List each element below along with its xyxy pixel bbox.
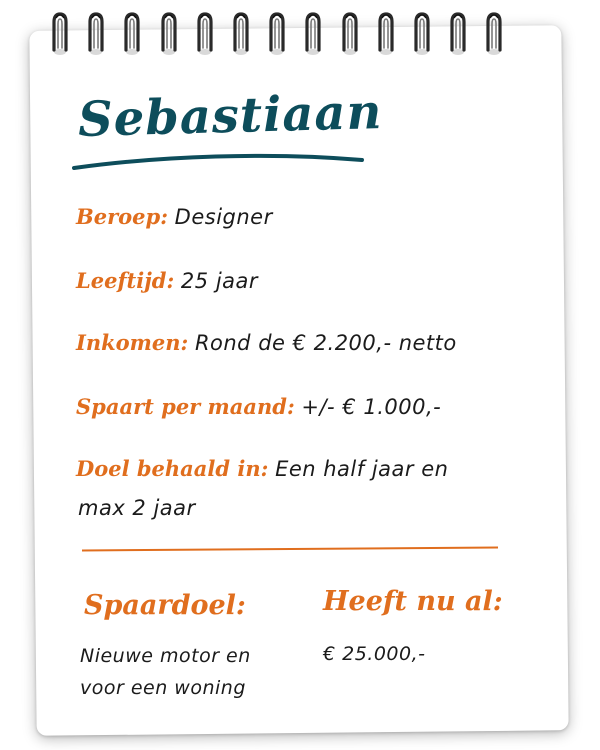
detail-spaart-per-maand (76, 394, 441, 419)
already-has-label: Heeft nu al: (323, 586, 503, 617)
detail-label: Spaart per maand: (76, 394, 295, 419)
detail-label: Inkomen: (76, 330, 189, 355)
already-has-value: € 25.000,- (323, 643, 426, 665)
detail-value-continued: max 2 jaar (78, 496, 196, 520)
spiral-ring (484, 10, 504, 58)
spiral-ring (159, 10, 179, 58)
detail-value: Een half jaar en (275, 457, 449, 481)
detail-beroep (76, 204, 273, 229)
savings-goal-label: Spaardoel: (84, 590, 246, 621)
detail-label: Doel behaald in: (76, 456, 269, 481)
detail-doel-behaald-in (76, 456, 448, 481)
detail-label: Leeftijd: (76, 268, 175, 293)
spiral-ring (195, 10, 215, 58)
spiral-ring (50, 10, 70, 58)
profile-name: Sebastiaan (77, 84, 384, 148)
savings-goal-line-2: voor een woning (80, 677, 246, 699)
detail-leeftijd (76, 268, 258, 293)
savings-goal-line-1: Nieuwe motor en (80, 645, 251, 667)
spiral-ring (231, 10, 251, 58)
detail-value: +/- € 1.000,- (301, 395, 442, 419)
detail-value: Rond de € 2.200,- netto (194, 331, 457, 355)
spiral-ring (303, 10, 323, 58)
detail-doel-behaald-in-line2 (78, 496, 196, 520)
spiral-ring (86, 10, 106, 58)
spiral-ring (267, 10, 287, 58)
detail-value: 25 jaar (180, 269, 259, 293)
spiral-binding (50, 10, 550, 60)
spiral-ring (448, 10, 468, 58)
spiral-ring (340, 10, 360, 58)
detail-value: Designer (174, 205, 273, 229)
spiral-ring (412, 10, 432, 58)
spiral-ring (376, 10, 396, 58)
spiral-ring (122, 10, 142, 58)
savings-goal-text (80, 640, 251, 704)
detail-label: Beroep: (76, 204, 168, 229)
detail-inkomen (76, 330, 457, 355)
title-underline (70, 150, 370, 180)
